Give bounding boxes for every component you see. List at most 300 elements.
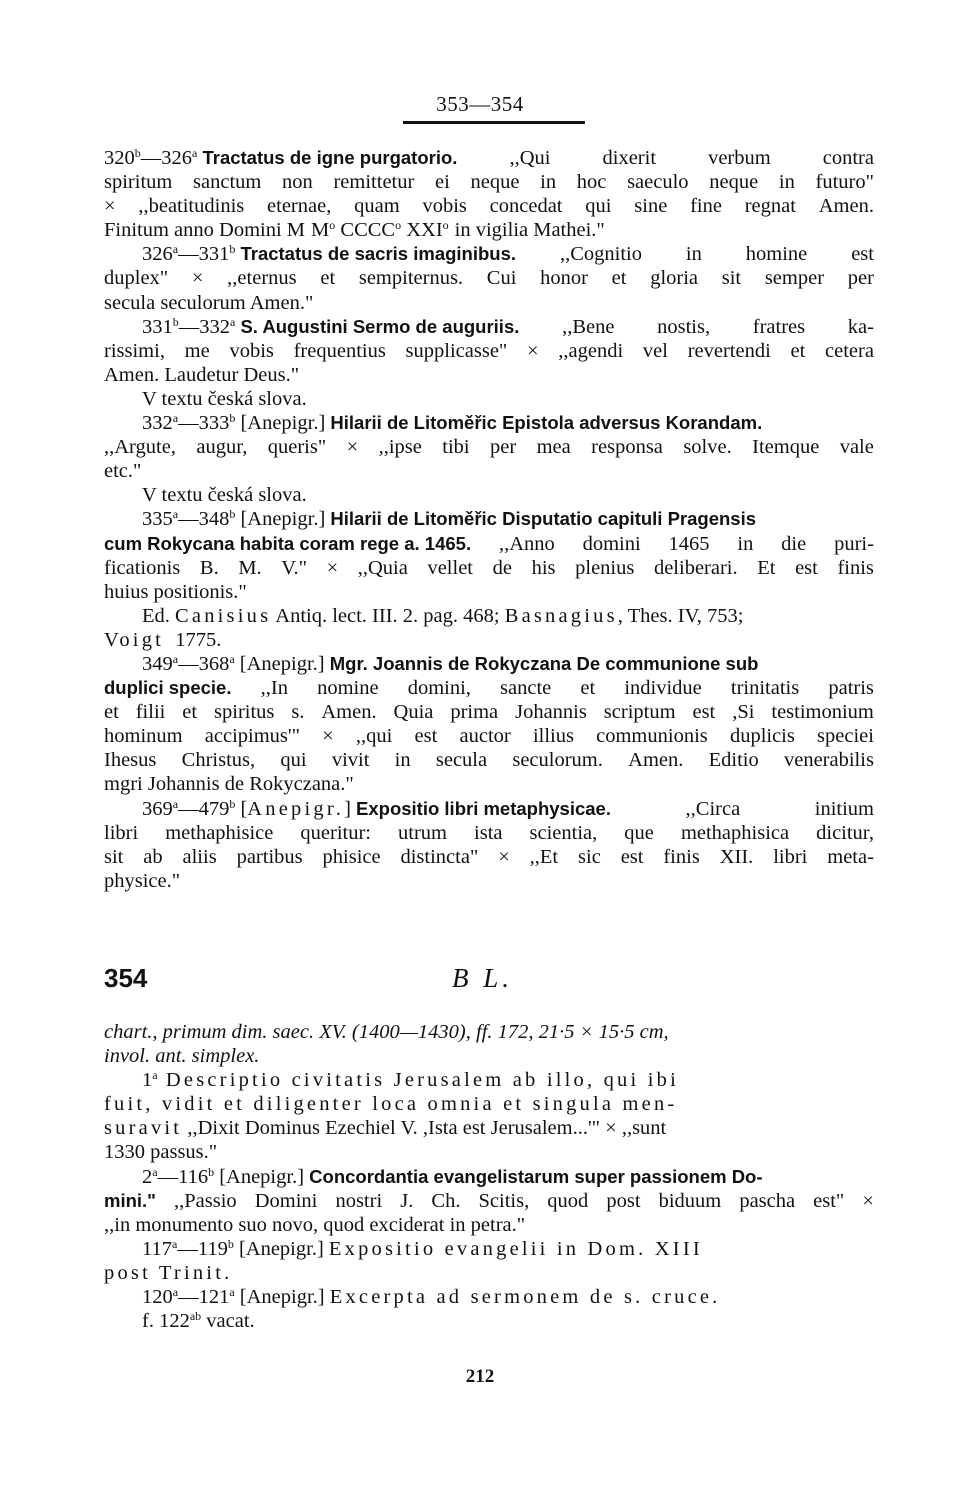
text-run: Hilarii de Litoměřic Epistola adversus Korandam. [330, 412, 763, 434]
text-run: 369 [142, 797, 173, 820]
word [104, 146, 457, 170]
text-run: Expositio libri metaphysicae. [356, 797, 611, 819]
text-run: [Anepigr.] [235, 412, 331, 435]
word: saeculo [627, 171, 689, 194]
word: per [490, 436, 517, 459]
word: B. [199, 556, 219, 579]
superscript: a [230, 314, 236, 329]
text-line [104, 1237, 874, 1261]
superscript: a [172, 411, 179, 426]
text-run: verbum [708, 147, 771, 169]
word: supplicasse" [405, 339, 508, 362]
word: illius [532, 725, 574, 748]
word: que [624, 821, 654, 844]
word: libri [104, 821, 139, 844]
word [142, 242, 516, 266]
word: ,,Cognitio [559, 243, 642, 266]
word: individue [624, 677, 702, 700]
word: et [580, 677, 596, 700]
word: fratres [752, 315, 806, 338]
text-run: [ [235, 797, 248, 820]
text-line [104, 772, 874, 796]
word [104, 1092, 677, 1116]
word: filii [135, 701, 166, 724]
superscript: a [229, 651, 235, 666]
word: prima [450, 701, 499, 724]
entry-number: 354 [104, 963, 148, 993]
word: domini [582, 532, 641, 555]
word: sine [634, 195, 668, 218]
word: homine [745, 243, 808, 266]
text-run: —333 [178, 412, 230, 435]
word: × [104, 195, 116, 218]
text-run: S. Augustini Sermo de auguriis. [235, 315, 520, 337]
text-line [104, 507, 874, 531]
text-line [104, 724, 874, 748]
word: Finitum anno Domini M [104, 219, 306, 242]
word: vivit [331, 749, 370, 772]
word: in vigilia Mathei." [454, 219, 605, 242]
word [823, 146, 874, 170]
word: spiritum [104, 171, 173, 194]
word: meta- [827, 845, 874, 868]
word: die [781, 532, 807, 555]
word: dicitur, [816, 821, 874, 844]
text-run: Canisius [175, 604, 272, 627]
word: et [790, 339, 806, 362]
word: Amen. [818, 195, 874, 218]
word: ,,Bene [562, 315, 615, 338]
word: seculorum. [512, 749, 603, 772]
word: est [795, 556, 818, 579]
text-run: —116 [157, 1165, 209, 1188]
word: patris [828, 677, 874, 700]
word: Scitis, [478, 1189, 530, 1212]
text-run: 320 [104, 147, 135, 169]
text-line [104, 700, 874, 724]
word: neque [709, 171, 759, 194]
text-run: Expositio evangelii in Dom. XIII [328, 1237, 703, 1260]
word: tibi [442, 436, 470, 459]
text-run: invol. ant. simplex. [104, 1045, 260, 1068]
word: deliberari. [653, 556, 738, 579]
word: non [282, 171, 313, 194]
text-run: —332 [178, 315, 230, 338]
word: ,,Et [529, 845, 559, 868]
text-line [104, 459, 874, 483]
superscript: a [152, 1068, 158, 1083]
word: Editio [708, 749, 759, 772]
word: queritur: [300, 821, 371, 844]
text-run: —348 [178, 508, 230, 531]
text-run: Ed. [142, 604, 176, 627]
text-line [104, 363, 874, 387]
superscript: a [172, 242, 179, 257]
word [509, 146, 550, 170]
text-line [104, 1309, 874, 1333]
word [104, 532, 471, 556]
word: et [182, 701, 198, 724]
word: × [498, 845, 510, 868]
word: ,,eternus [227, 267, 297, 290]
word: pascha [739, 1189, 796, 1212]
word: futuro" [815, 171, 874, 194]
word: quod [547, 1189, 589, 1212]
word: vellet [427, 556, 473, 579]
word: in [394, 749, 411, 772]
word: remittetur [333, 171, 415, 194]
word [104, 1189, 156, 1213]
text-run: 335 [142, 508, 173, 531]
word: mea [536, 436, 571, 459]
word: sit [721, 267, 742, 290]
word: Domini [254, 1189, 318, 1212]
text-line [104, 580, 874, 604]
word: ka- [847, 315, 874, 338]
word: physice." [104, 869, 181, 892]
page-number: 212 [465, 1366, 495, 1387]
text-line [104, 1213, 874, 1237]
text-line [104, 483, 874, 507]
text-run: Descriptio civitatis Jerusalem ab illo, qui ibi [157, 1069, 679, 1092]
word: Et [757, 556, 776, 579]
text-line [104, 1189, 874, 1213]
word: neque [470, 171, 520, 194]
word: ,,Circa [685, 797, 741, 820]
word: et [320, 267, 336, 290]
word: et [611, 267, 627, 290]
word [104, 1020, 669, 1044]
text-run: Tractatus de igne purgatorio. [197, 147, 458, 168]
word: quam [354, 195, 400, 218]
word: trinitatis [730, 677, 800, 700]
text-run: [Anepigr.] [234, 1286, 330, 1309]
word: ,,In [260, 677, 288, 700]
word: post [606, 1189, 641, 1212]
word: etc." [104, 460, 142, 483]
superscript: b [134, 146, 141, 160]
entry-353-continuation [104, 146, 874, 893]
word: ab [143, 845, 163, 868]
word: fine [690, 195, 722, 218]
text-run: duplici specie. [104, 677, 232, 699]
word: est [620, 845, 644, 868]
word: ,,Passio [174, 1189, 237, 1212]
word: nostri [335, 1189, 383, 1212]
word: ,Si [732, 701, 755, 724]
word: testimonium [771, 701, 874, 724]
word: × [191, 267, 204, 290]
word: plenius [575, 556, 635, 579]
text-line [104, 1020, 874, 1044]
word: biduum [658, 1189, 722, 1212]
text-line [104, 170, 874, 194]
word: ,,beatitudinis [138, 195, 245, 218]
superscript: a [172, 796, 179, 811]
text-line [104, 266, 874, 290]
text-run: suravit [104, 1117, 183, 1140]
text-line [104, 676, 874, 700]
text-line [104, 532, 874, 556]
word [142, 507, 756, 531]
word: frequentius [293, 339, 386, 362]
text-line [104, 821, 874, 845]
word: Johannis [515, 701, 587, 724]
word: ,,Argute, [104, 436, 176, 459]
word: communionis [596, 725, 708, 748]
word: s. [291, 701, 305, 724]
text-line [104, 845, 874, 869]
word: huius positionis." [104, 580, 247, 603]
word: utrum [398, 821, 447, 844]
text-run: Hilarii de Litoměřic Disputatio capituli Pragensis [330, 508, 757, 530]
text-run: post Trinit. [104, 1261, 233, 1284]
text-run: ] [344, 797, 357, 820]
text-line [104, 315, 874, 339]
text-line [104, 387, 874, 411]
word: XII. [719, 845, 754, 868]
superscript: b [172, 314, 179, 329]
text-line [104, 1068, 874, 1092]
text-line [104, 797, 874, 821]
word: in [540, 171, 557, 194]
word: et [104, 701, 119, 724]
text-run: 117 [142, 1237, 172, 1260]
text-line [104, 652, 874, 676]
word: speciei [817, 725, 874, 748]
word: in [685, 243, 702, 266]
word: × [322, 725, 334, 748]
word: honor [540, 267, 588, 290]
text-line [104, 218, 874, 242]
word: domini, [407, 677, 471, 700]
word: finis [837, 556, 874, 579]
shelf-signature: B L. [452, 963, 514, 993]
superscript: b [229, 507, 236, 522]
word: initium [814, 797, 874, 820]
word [104, 628, 221, 652]
word: aliis [182, 845, 217, 868]
text-line [104, 1092, 874, 1116]
text-run: cum Rokycana habita coram rege a. 1465. [104, 532, 472, 554]
word: secula [435, 749, 488, 772]
word [311, 218, 449, 242]
word: ,,agendi [558, 339, 624, 362]
text-line [104, 1140, 874, 1164]
word: ista [474, 821, 503, 844]
word: eternae, [267, 195, 332, 218]
text-line [104, 1285, 874, 1309]
word: Itemque [752, 436, 820, 459]
superscript: b [208, 1164, 215, 1179]
text-run: 332 [142, 412, 173, 435]
text-line [104, 1261, 874, 1285]
text-run: f. 122 [142, 1310, 190, 1333]
text-run: —479 [178, 797, 230, 820]
word: × [862, 1189, 874, 1212]
text-run: 331 [142, 315, 173, 338]
word: V textu česká slova. [142, 387, 307, 410]
word [142, 315, 519, 339]
text-line [104, 291, 874, 315]
text-run: [Anepigr.] [214, 1165, 310, 1188]
word: hoc [576, 171, 607, 194]
header-rule [403, 121, 585, 124]
text-run: dixerit [602, 147, 657, 169]
word: sempiternus. [358, 267, 464, 290]
word: Amen. [628, 749, 684, 772]
text-line [104, 435, 874, 459]
word: his [531, 556, 556, 579]
text-run: —368 [178, 652, 230, 675]
text-run: vacat. [201, 1310, 255, 1333]
word: × [326, 556, 339, 579]
text-run: Voigt [104, 628, 165, 651]
word: est [692, 701, 716, 724]
superscript: b [229, 411, 236, 426]
superscript: ab [189, 1309, 202, 1324]
word: scriptum [603, 701, 676, 724]
text-line [104, 628, 874, 652]
word: gloria [650, 267, 699, 290]
word: in [778, 171, 795, 194]
word [142, 1237, 703, 1261]
superscript: a [172, 1285, 179, 1300]
entry-heading [104, 963, 874, 1003]
word [104, 1044, 259, 1068]
word: partibus [236, 845, 303, 868]
word: ,,Quia [357, 556, 408, 579]
word: sanctum [193, 171, 262, 194]
text-line [104, 556, 874, 580]
word: Christus, [181, 749, 256, 772]
word: accipimus'" [204, 725, 300, 748]
word: libri [773, 845, 808, 868]
superscript: a [192, 146, 198, 160]
text-line [104, 339, 874, 363]
word [142, 1285, 721, 1309]
word: auctor [459, 725, 511, 748]
text-run: mini." [104, 1189, 156, 1211]
word: Ch. [431, 1189, 461, 1212]
word: ,,ipse [378, 436, 422, 459]
superscript: o [442, 218, 449, 233]
word [142, 604, 743, 628]
text-line [104, 869, 874, 893]
word: est [414, 725, 438, 748]
word: ,,qui [355, 725, 393, 748]
word: 1465 [668, 532, 710, 555]
text-run: Concordantia evangelistarum super passionem Do- [309, 1165, 763, 1187]
word: 1330 passus." [104, 1141, 218, 1164]
text-run: [Anepigr.] [233, 1237, 329, 1260]
superscript: a [172, 507, 179, 522]
text-run: —326 [140, 147, 192, 169]
text-run: Tractatus de sacris imaginibus. [235, 243, 517, 265]
word: Cui [486, 267, 517, 290]
text-run: ,,Dixit Dominus Ezechiel V. ,Ista est Jerusalem...'" × ,,sunt [182, 1117, 667, 1140]
word [104, 676, 232, 700]
word: queris" [267, 436, 327, 459]
superscript: a [172, 1236, 178, 1251]
text-run: —119 [177, 1237, 228, 1260]
word: semper [764, 267, 825, 290]
word: regnat [744, 195, 796, 218]
text-line [104, 194, 874, 218]
word: Amen. Laudetur Deus." [104, 363, 300, 386]
superscript: b [229, 242, 236, 257]
text-run: —331 [178, 243, 230, 266]
text-run: CCCC [335, 219, 396, 242]
word: duplex" [104, 267, 169, 290]
word [142, 1068, 679, 1092]
superscript: o [395, 218, 402, 233]
word [142, 652, 758, 676]
word: cetera [825, 339, 874, 362]
text-run: [Anepigr.] [234, 652, 330, 675]
text-run: ,,Qui [509, 147, 551, 169]
word: methaphisica [680, 821, 790, 844]
text-run: Anepigr. [247, 797, 345, 820]
word: vobis [229, 339, 274, 362]
word: phisice [322, 845, 381, 868]
text-run: 120 [142, 1286, 173, 1309]
text-run: 326 [142, 243, 173, 266]
word: mgri Johannis de Rokyczana." [104, 773, 354, 796]
word [104, 1261, 232, 1285]
text-line [104, 1044, 874, 1068]
entry-354-description [104, 1020, 874, 1333]
text-line [104, 748, 874, 772]
word: sancte [500, 677, 552, 700]
text-line [104, 604, 874, 628]
word: duplicis [729, 725, 795, 748]
word: concedat [489, 195, 563, 218]
text-run: XXI [401, 219, 443, 242]
word: sic [578, 845, 601, 868]
word [603, 146, 657, 170]
word: finis [663, 845, 700, 868]
text-line [104, 1116, 874, 1140]
running-head: 353—354 [436, 92, 524, 116]
superscript: a [152, 1164, 158, 1179]
text-run: 2 [142, 1165, 153, 1188]
word: de [492, 556, 512, 579]
word [142, 1309, 255, 1333]
word: M. [238, 556, 262, 579]
word: solve. [683, 436, 732, 459]
superscript: b [229, 796, 236, 811]
word: spiritus [214, 701, 275, 724]
word: V textu česká slova. [142, 484, 307, 507]
word: augur, [196, 436, 248, 459]
word: puri- [834, 532, 874, 555]
word: Ihesus [104, 749, 157, 772]
text-line [104, 242, 874, 266]
word: vobis [422, 195, 467, 218]
word: Quia [393, 701, 434, 724]
word: J. [400, 1189, 414, 1212]
word: nomine [317, 677, 379, 700]
text-run: chart., primum dim. saec. XV. (1400—1430), ff. 172, 21·5 × 15·5 cm, [104, 1021, 669, 1043]
word: nostis, [657, 315, 711, 338]
text-run: [Anepigr.] [235, 508, 331, 531]
superscript: b [227, 1236, 234, 1251]
text-run: , Thes. IV, 753; [617, 604, 744, 627]
word: in [737, 532, 754, 555]
word: est" [813, 1189, 845, 1212]
text-run: Antiq. lect. III. 2. pag. 468; [271, 604, 505, 627]
